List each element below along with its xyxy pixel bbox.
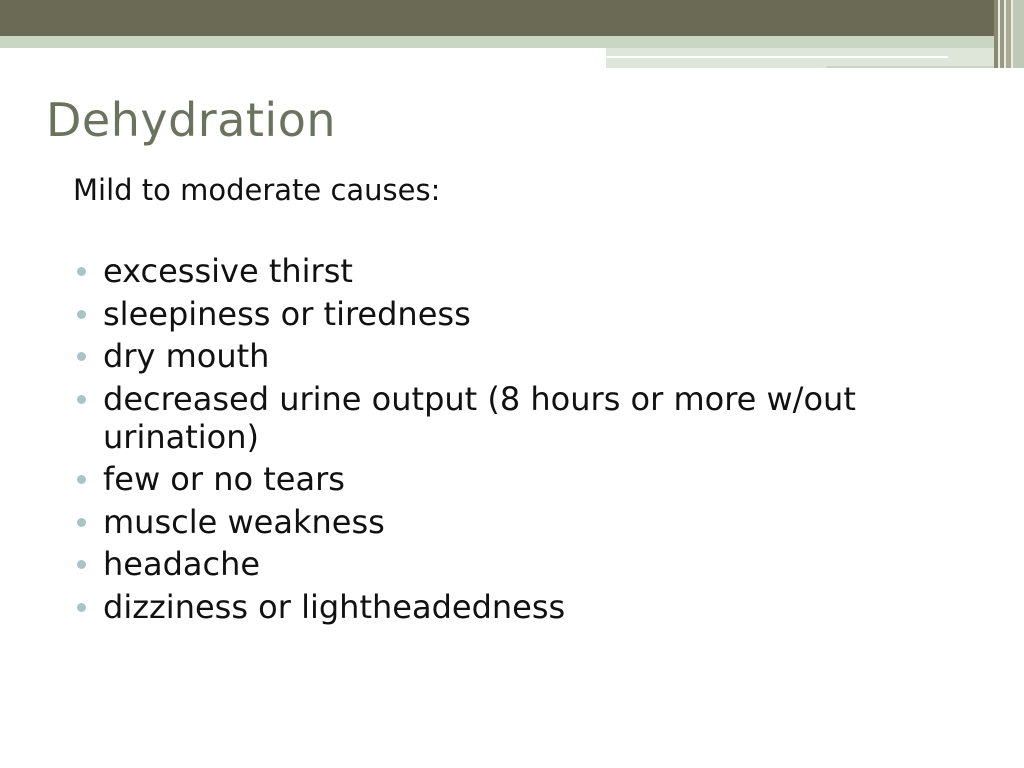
bullet-item: [73, 295, 973, 333]
bullet-text: dry mouth: [103, 337, 270, 375]
bullet-item: [73, 380, 973, 456]
bullet-text: few or no tears: [103, 460, 345, 498]
bullet-text: excessive thirst: [103, 252, 353, 290]
bullet-dot-icon: [77, 310, 86, 319]
bullet-dot-icon: [77, 603, 86, 612]
bullet-dot-icon: [77, 267, 86, 276]
corner-stripes: [994, 0, 1024, 68]
bullet-text: dizziness or lightheadedness: [103, 587, 566, 626]
bullet-item: [73, 460, 973, 498]
header-accent-line: [606, 56, 948, 58]
bullet-item: [73, 337, 973, 375]
header-accent-strip: [606, 48, 1024, 68]
bullet-item: [73, 588, 973, 626]
bullet-dot-icon: [77, 518, 86, 527]
bullet-item: [73, 545, 973, 583]
bullet-dot-icon: [77, 475, 86, 484]
bullet-list: [73, 252, 973, 630]
bullet-text: sleepiness or tiredness: [103, 294, 471, 333]
bullet-dot-icon: [77, 560, 86, 569]
bullet-text: headache: [103, 545, 261, 583]
slide-title: Dehydration: [46, 93, 337, 147]
bullet-item: [73, 252, 973, 290]
header-band-light: [0, 36, 1024, 48]
intro-text: Mild to moderate causes:: [73, 173, 441, 207]
bullet-text: decreased urine output (8 hours or more w/out urination): [103, 379, 856, 456]
header-band-dark: [0, 0, 1024, 36]
bullet-item: [73, 503, 973, 541]
bullet-dot-icon: [77, 352, 86, 361]
header-accent-line-lower: [826, 66, 1006, 68]
bullet-dot-icon: [77, 395, 86, 404]
bullet-text: muscle weakness: [103, 502, 385, 541]
